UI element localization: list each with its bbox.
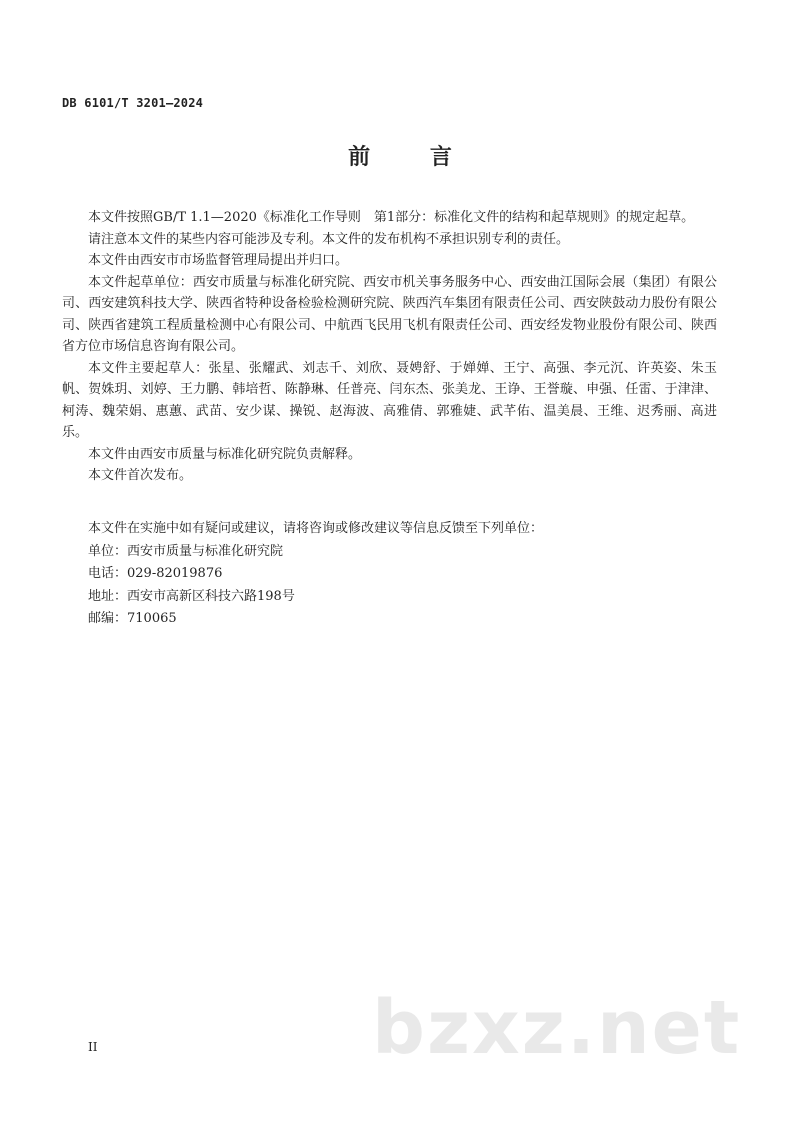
paragraph-proposer: 本文件由西安市市场监督管理局提出并归口。 [88,253,349,268]
document-code: DB 6101/T 3201—2024 [62,96,204,110]
contact-address: 地址：西安市高新区科技六路198号 [88,588,295,604]
contact-intro: 本文件在实施中如有疑问或建议，请将咨询或修改建议等信息反馈至下列单位： [88,521,544,536]
contact-info [62,518,717,631]
contact-unit: 单位：西安市质量与标准化研究院 [88,543,284,559]
page-title: 前 言 [348,144,478,170]
paragraph-first-release: 本文件首次发布。 [88,468,193,483]
contact-postcode: 邮编：710065 [88,611,177,626]
foreword-body [62,207,717,487]
paragraph-drafting-rules: 本文件按照GB/T 1.1—2020《标准化工作导则 第1部分：标准化文件的结构和起草规则》的规定起草。 [88,210,695,225]
paragraph-patent-notice: 请注意本文件的某些内容可能涉及专利。本文件的发布机构不承担识别专利的责任。 [88,231,570,247]
paragraph-interpretation: 本文件由西安市质量与标准化研究院负责解释。 [88,446,362,462]
contact-phone: 电话：029-82019876 [88,566,223,581]
paragraph-drafters: 本文件主要起草人：张星、张耀武、刘志千、刘欣、聂娉舒、于婵婵、王宁、高强、李元沉、许英姿、朱玉帆、贺姝玥、刘婷、王力鹏、韩培哲、陈静琳、任普亮、闫东杰、张美龙、王诤、王誉璇、申强、任雷、于津津、柯涛、魏荣娟、惠蕙、武苗、安少谋、操锐、赵海波、高雅倩、郭雅婕、武芊佑、温美晨、王维、迟秀丽、高进乐。 [62,360,717,440]
paragraph-drafting-units: 本文件起草单位：西安市质量与标准化研究院、西安市机关事务服务中心、西安曲江国际会展（集团）有限公司、西安建筑科技大学、陕西省特种设备检验检测研究院、陕西汽车集团有限责任公司、西安陕鼓动力股份有限公司、陕西省建筑工程质量检测中心有限公司、中航西飞民用飞机有限责任公司、西安经发物业股份有限公司、陕西省方位市场信息咨询有限公司。 [62,274,717,354]
page-number: II [88,1040,98,1054]
watermark: bzxz.net [372,985,742,1071]
